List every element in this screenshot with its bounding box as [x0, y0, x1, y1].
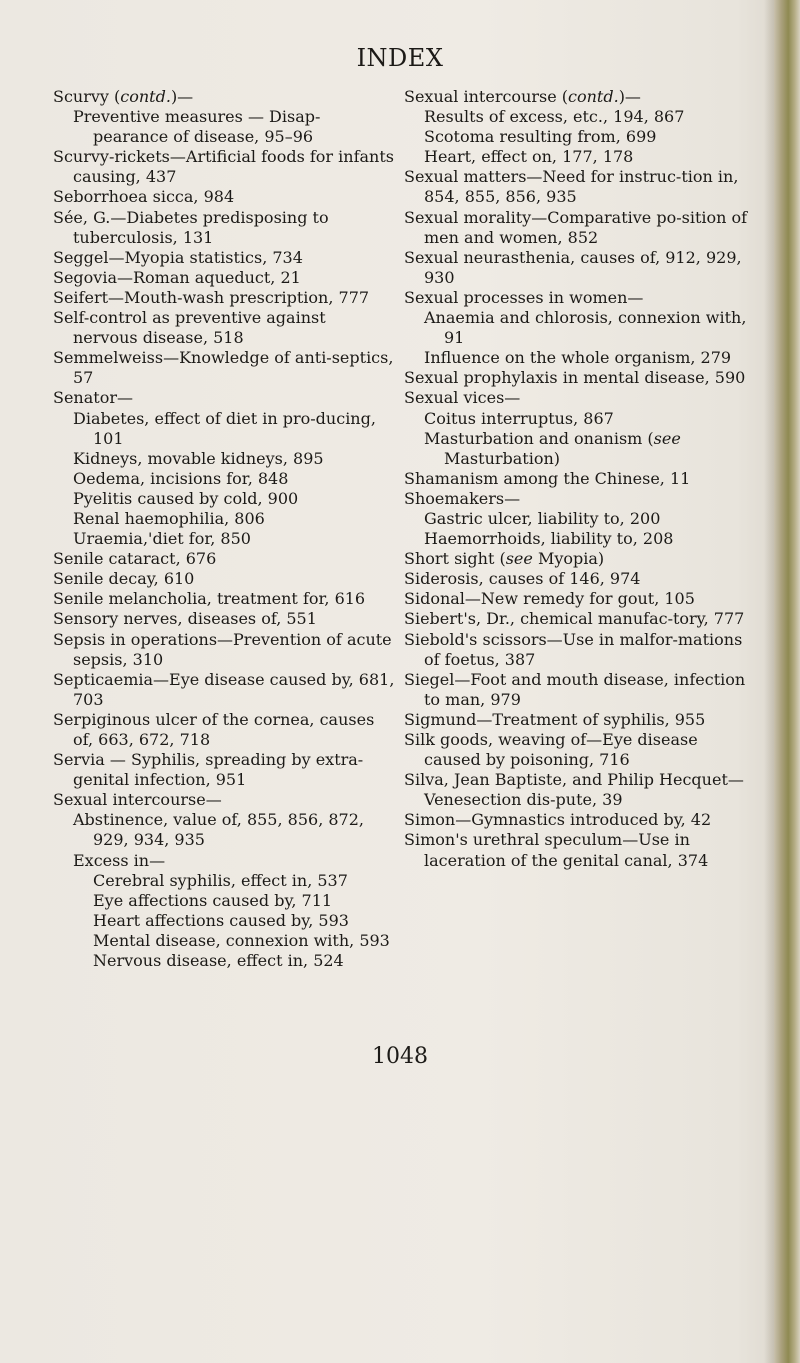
index-entry — [53, 810, 395, 850]
index-entry-text: Scurvy-rickets—Artificial foods for infants causing, 437 — [53, 147, 394, 187]
index-entry-text: Serpiginous ulcer of the cornea, causes of, 663, 672, 718 — [53, 709, 375, 749]
index-entry-text: Senile melancholia, treatment for, 616 — [53, 589, 366, 609]
index-entry-text: Oedema, incisions for, 848 — [73, 468, 289, 488]
index-entry — [404, 429, 752, 469]
index-entry — [53, 851, 395, 871]
index-entry-text: Scotoma resulting from, 699 — [424, 127, 657, 147]
index-entry — [53, 87, 395, 107]
page-title: INDEX — [356, 44, 444, 72]
index-entry-text: Sexual morality—Comparative po-sition of men and women, 852 — [404, 207, 748, 247]
index-entry-text: Haemorrhoids, liability to, 208 — [424, 529, 674, 549]
index-entry — [53, 529, 395, 549]
index-entry-text: Anaemia and chlorosis, connexion with, 91 — [424, 308, 747, 348]
index-entry-text: Siegel—Foot and mouth disease, infection to man, 979 — [404, 669, 746, 709]
index-entry — [404, 670, 752, 710]
index-entry-text: Gastric ulcer, liability to, 200 — [424, 508, 661, 528]
index-entry-text: Short sight ( — [404, 549, 506, 569]
index-entry-text: Results of excess, etc., 194, 867 — [424, 107, 685, 127]
index-entry-text: Heart affections caused by, 593 — [93, 910, 349, 930]
page-edge — [774, 0, 800, 1363]
index-entry — [53, 549, 395, 569]
index-entry-text: Masturbation and onanism ( — [424, 428, 654, 448]
index-entry-text: Sexual intercourse ( — [404, 87, 569, 106]
index-entry — [53, 951, 395, 971]
index-entry-text: Mental disease, connexion with, 593 — [93, 930, 390, 950]
index-entry-text: Senile cataract, 676 — [53, 549, 217, 569]
index-column-left — [53, 87, 395, 971]
index-entry — [53, 911, 395, 931]
index-entry — [53, 308, 395, 348]
index-entry-text: Eye affections caused by, 711 — [93, 890, 333, 910]
index-entry — [404, 609, 752, 629]
index-entry — [404, 127, 752, 147]
index-entry-text: Servia — Syphilis, spreading by extra-genital infection, 951 — [53, 750, 364, 790]
index-entry-tail: Myopia) — [532, 549, 605, 569]
index-entry-text: Coitus interruptus, 867 — [424, 408, 614, 428]
index-entry — [53, 469, 395, 489]
index-entry-text: Siderosis, causes of 146, 974 — [404, 569, 641, 589]
index-entry — [404, 770, 752, 810]
index-entry — [404, 830, 752, 870]
index-entry-text: Silva, Jean Baptiste, and Philip Hecquet—Venesection dis-pute, 39 — [404, 770, 744, 810]
index-entry — [404, 348, 752, 368]
index-entry-text: Excess in— — [73, 850, 166, 870]
index-entry — [53, 187, 395, 207]
index-entry — [53, 790, 395, 810]
index-entry — [53, 589, 395, 609]
index-entry — [53, 931, 395, 951]
index-entry-text: Uraemia,'diet for, 850 — [73, 529, 251, 549]
index-entry-italic: see — [505, 549, 533, 569]
index-entry-italic: contd. — [120, 87, 171, 106]
index-entry — [404, 409, 752, 429]
index-entry — [404, 308, 752, 348]
index-entry — [404, 388, 752, 408]
index-entry — [53, 107, 395, 147]
index-entry — [404, 529, 752, 549]
index-entry-text: Diabetes, effect of diet in pro-ducing, 101 — [73, 408, 376, 448]
index-entry — [53, 750, 395, 790]
index-entry — [53, 288, 395, 308]
index-entry-text: Sexual processes in women— — [404, 287, 644, 307]
index-entry-text: Renal haemophilia, 806 — [73, 508, 265, 528]
index-entry-text: Seborrhoea sicca, 984 — [53, 187, 235, 207]
index-entry — [404, 87, 752, 107]
index-entry — [53, 489, 395, 509]
index-entry — [404, 730, 752, 770]
index-entry — [404, 509, 752, 529]
index-entry-text: Sepsis in operations—Prevention of acute sepsis, 310 — [53, 629, 392, 669]
index-column-right — [404, 87, 752, 871]
index-entry-text: Senile decay, 610 — [53, 569, 195, 589]
index-entry-text: Septicaemia—Eye disease caused by, 681, 703 — [53, 669, 395, 709]
index-entry-text: Pyelitis caused by cold, 900 — [73, 488, 299, 508]
index-entry-text: Siebert's, Dr., chemical manufac-tory, 777 — [404, 609, 745, 629]
index-entry — [53, 891, 395, 911]
index-entry — [53, 208, 395, 248]
index-entry-text: Sidonal—New remedy for gout, 105 — [404, 589, 695, 609]
index-entry — [404, 569, 752, 589]
index-entry — [404, 208, 752, 248]
index-entry-text: Sexual neurasthenia, causes of, 912, 929, 930 — [404, 247, 742, 287]
index-entry — [53, 348, 395, 388]
index-entry-text: Seifert—Mouth-wash prescription, 777 — [53, 287, 370, 307]
index-entry — [404, 469, 752, 489]
index-entry — [53, 449, 395, 469]
index-entry — [404, 167, 752, 207]
index-entry — [53, 409, 395, 449]
index-entry — [404, 489, 752, 509]
index-entry — [404, 107, 752, 127]
index-entry-text: Shoemakers— — [404, 488, 521, 508]
index-entry-text: Self-control as preventive against nervous disease, 518 — [53, 308, 326, 348]
index-entry — [404, 810, 752, 830]
index-entry — [404, 248, 752, 288]
index-entry — [53, 670, 395, 710]
index-entry — [404, 549, 752, 569]
index-entry-text: Cerebral syphilis, effect in, 537 — [93, 870, 348, 890]
index-entry — [53, 871, 395, 891]
index-entry-text: Semmelweiss—Knowledge of anti-septics, 57 — [53, 348, 394, 388]
index-entry-text: Preventive measures — Disap-pearance of disease, 95–96 — [73, 107, 321, 147]
index-entry-text: Abstinence, value of, 855, 856, 872, 929, 934, 935 — [73, 810, 364, 850]
index-entry-text: Siebold's scissors—Use in malfor-mations of foetus, 387 — [404, 629, 743, 669]
index-entry — [53, 147, 395, 187]
index-entry — [404, 368, 752, 388]
index-entry-text: Sexual vices— — [404, 388, 521, 408]
index-entry-text: Sée, G.—Diabetes predisposing to tuberculosis, 131 — [53, 207, 329, 247]
index-entry — [404, 288, 752, 308]
page-gutter-shadow — [764, 0, 774, 1363]
index-entry-tail: )— — [170, 87, 194, 106]
index-entry-tail: )— — [618, 87, 641, 106]
index-entry-text: Kidneys, movable kidneys, 895 — [73, 448, 324, 468]
index-entry-text: Shamanism among the Chinese, 11 — [404, 468, 691, 488]
index-entry-text: Heart, effect on, 177, 178 — [424, 147, 634, 167]
index-entry — [53, 710, 395, 750]
index-entry — [404, 710, 752, 730]
index-entry-text: Silk goods, weaving of—Eye disease caused by poisoning, 716 — [404, 730, 698, 770]
index-entry — [53, 509, 395, 529]
index-entry — [53, 630, 395, 670]
index-entry-text: Influence on the whole organism, 279 — [424, 348, 732, 368]
index-entry — [53, 609, 395, 629]
index-entry-italic: see — [653, 428, 681, 448]
index-entry-text: Simon—Gymnastics introduced by, 42 — [404, 810, 712, 830]
index-entry — [53, 569, 395, 589]
index-entry-tail: Masturbation) — [444, 448, 561, 468]
index-entry-text: Sexual matters—Need for instruc-tion in, 854, 855, 856, 935 — [404, 167, 739, 207]
index-entry-text: Sensory nerves, diseases of, 551 — [53, 609, 317, 629]
index-entry — [404, 630, 752, 670]
index-entry-text: Seggel—Myopia statistics, 734 — [53, 247, 303, 267]
page-number: 1048 — [372, 1044, 428, 1069]
index-entry-text: Scurvy ( — [53, 87, 121, 106]
index-entry-text: Senator— — [53, 388, 133, 408]
index-entry-text: Nervous disease, effect in, 524 — [93, 951, 344, 971]
index-entry-text: Sexual intercourse— — [53, 790, 222, 810]
index-entry — [404, 147, 752, 167]
index-entry — [53, 268, 395, 288]
index-entry — [53, 248, 395, 268]
index-entry-italic: contd. — [568, 87, 619, 106]
index-entry-text: Sigmund—Treatment of syphilis, 955 — [404, 709, 706, 729]
index-entry-text: Segovia—Roman aqueduct, 21 — [53, 267, 301, 287]
index-entry — [404, 589, 752, 609]
index-entry — [53, 388, 395, 408]
index-entry-text: Sexual prophylaxis in mental disease, 590 — [404, 368, 746, 388]
index-entry-text: Simon's urethral speculum—Use in laceration of the genital canal, 374 — [404, 830, 709, 870]
